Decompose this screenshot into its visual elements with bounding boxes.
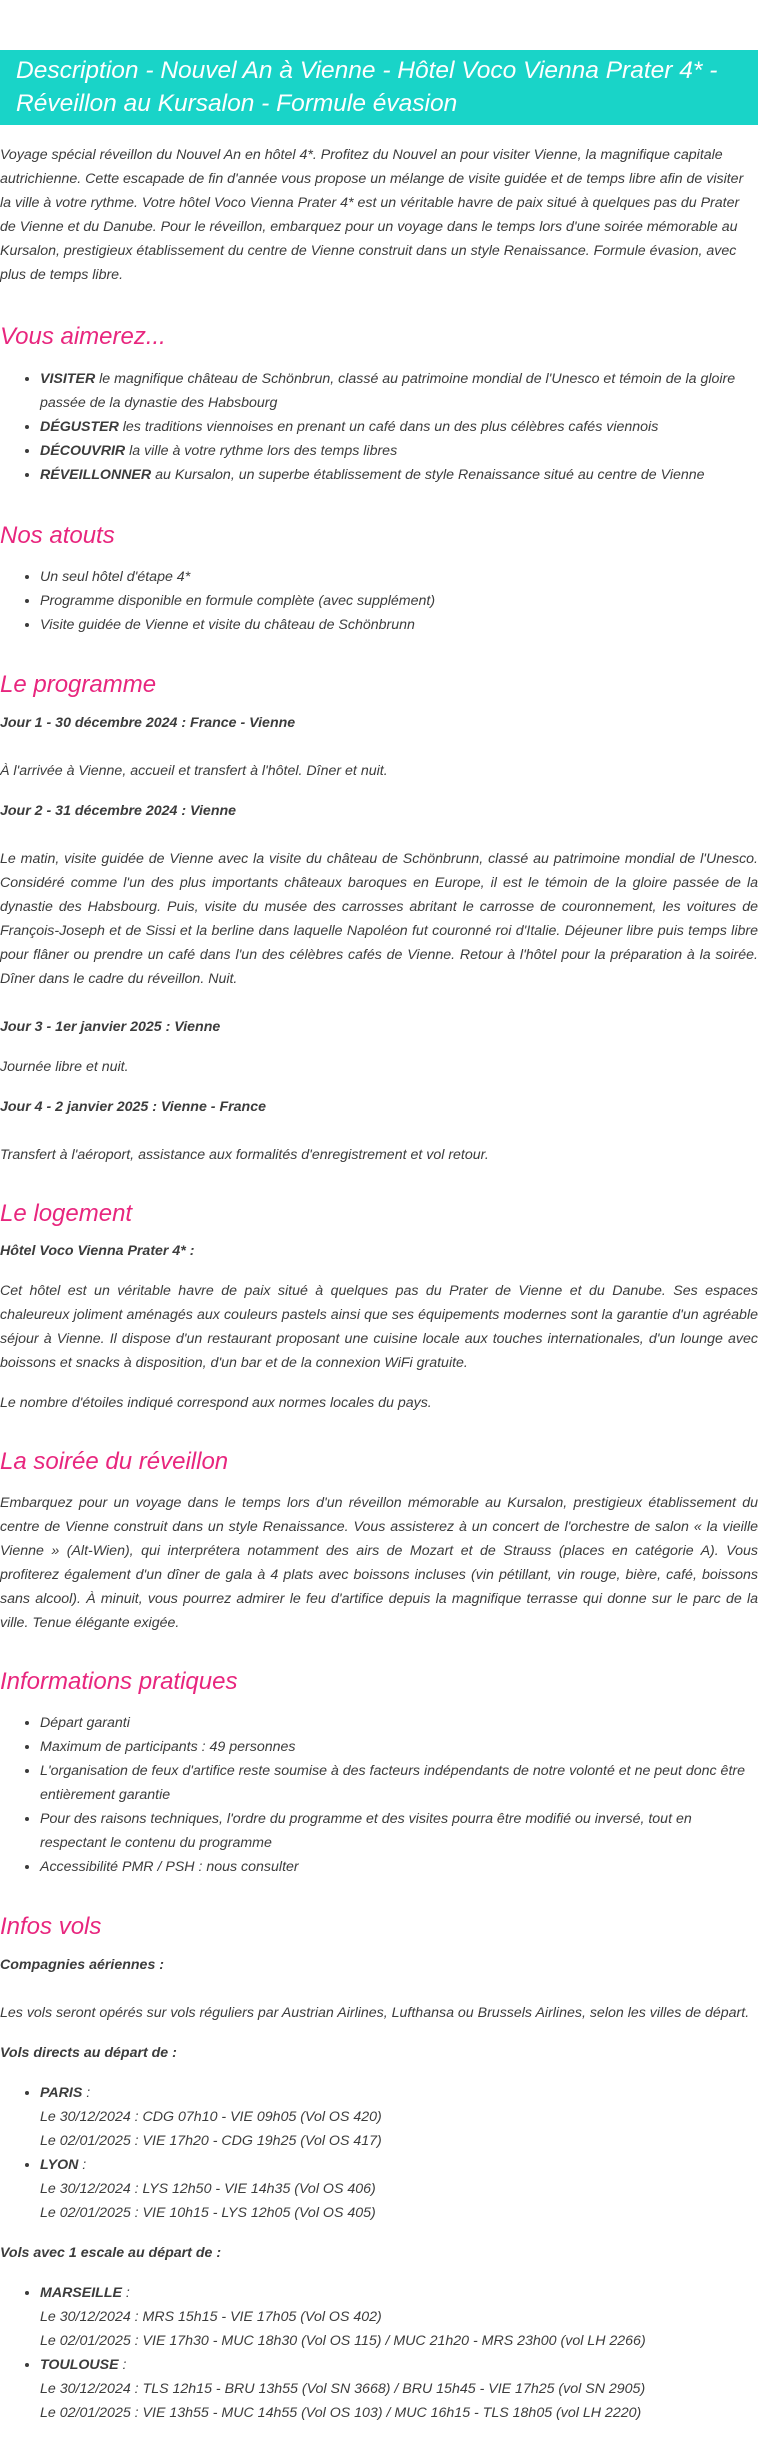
page — [0, 50, 758, 2425]
list-item: • Programme disponible en formule complète (avec supplément) — [40, 589, 758, 613]
list-item — [40, 2353, 758, 2425]
direct-flights-list — [0, 2081, 758, 2225]
list-item — [40, 2281, 758, 2353]
infos-list — [0, 1711, 758, 1879]
flight-out: Le 30/12/2024 : CDG 07h10 - VIE 09h05 (Vol OS 420) — [40, 2109, 382, 2125]
section-heading-programme: Le programme — [0, 671, 157, 698]
day2-title: Jour 2 - 31 décembre 2024 : Vienne — [0, 803, 237, 819]
day4-title: Jour 4 - 2 janvier 2025 : Vienne - France — [0, 1099, 266, 1115]
hotel-name: Hôtel Voco Vienna Prater 4* : — [0, 1243, 195, 1259]
item-strong: DÉCOUVRIR — [40, 443, 126, 459]
section-heading-atouts: Nos atouts — [0, 522, 115, 549]
section-heading-infos: Informations pratiques — [0, 1668, 238, 1695]
companies-label: Compagnies aériennes : — [0, 1957, 164, 1973]
section-heading-logement: Le logement — [0, 1200, 133, 1227]
list-item — [40, 463, 758, 487]
list-item — [40, 2153, 758, 2225]
flight-return: Le 02/01/2025 : VIE 10h15 - LYS 12h05 (Vol OS 405) — [40, 2205, 376, 2221]
city-name: MARSEILLE — [40, 2285, 122, 2301]
direct-flights-label: Vols directs au départ de : — [0, 2045, 177, 2061]
day1-title: Jour 1 - 30 décembre 2024 : France - Vienne — [0, 715, 296, 731]
day1-text: À l'arrivée à Vienne, accueil et transfert à l'hôtel. Dîner et nuit. — [0, 763, 388, 779]
list-item — [40, 439, 758, 463]
hotel-description: Cet hôtel est un véritable havre de paix situé à quelques pas du Prater de Vienne et du Danube. Ses espaces chaleureux joliment aménagés aux couleurs pastels ainsi que ses équipements modernes sont la garantie d'un agréable séjour à Vienne. Il dispose d'un restaurant proposant une cuisine locale aux touches internationales, d'un lounge avec boissons et snacks à disposition, d'un bar et de la connexion WiFi gratuite. — [0, 1283, 758, 1371]
city-colon: : — [78, 2157, 87, 2173]
section-heading-vols: Infos vols — [0, 1913, 102, 1940]
atouts-list — [0, 565, 758, 637]
list-item — [40, 415, 758, 439]
list-item — [40, 2081, 758, 2153]
escale-flights-list — [0, 2281, 758, 2425]
flight-return: Le 02/01/2025 : VIE 17h20 - CDG 19h25 (Vol OS 417) — [40, 2133, 382, 2149]
city-colon: : — [82, 2085, 91, 2101]
section-heading-aimerez: Vous aimerez... — [0, 323, 166, 350]
item-text: les traditions viennoises en prenant un café dans un des plus célèbres cafés viennois — [118, 419, 659, 435]
soiree-text: Embarquez pour un voyage dans le temps lors d'un réveillon mémorable au Kursalon, prestigieux établissement du centre de Vienne construit dans un style Renaissance. Vous assisterez à un concert de l'orchestre de salon « la vieille Vienne » (Alt-Wien), qui interprétera notamment des airs de Mozart et de Strauss (places en catégorie A). Vous profiterez également d'un dîner de gala à 4 plats avec boissons incluses (vin pétillant, vin rouge, bière, café, boissons sans alcool). À minuit, vous pourrez admirer le feu d'artifice depuis la magnifique terrasse qui donne sur le parc de la ville. Tenue élégante exigée. — [0, 1495, 758, 1631]
flight-return: Le 02/01/2025 : VIE 17h30 - MUC 18h30 (Vol OS 115) / MUC 21h20 - MRS 23h00 (vol LH 2266) — [40, 2333, 646, 2349]
list-item: • Visite guidée de Vienne et visite du château de Schönbrunn — [40, 613, 758, 637]
day4-text: Transfert à l'aéroport, assistance aux formalités d'enregistrement et vol retour. — [0, 1147, 489, 1163]
item-strong: VISITER — [40, 371, 96, 387]
city-name: LYON — [40, 2157, 79, 2173]
list-item: • Pour des raisons techniques, l'ordre du programme et des visites pourra être modifié ou inversé, tout en respectant le contenu du programme — [40, 1807, 758, 1855]
list-item: • L'organisation de feux d'artifice reste soumise à des facteurs indépendants de notre volonté et ne peut donc être entièrement garantie — [40, 1759, 758, 1807]
day3-text: Journée libre et nuit. — [0, 1059, 129, 1075]
day3-title: Jour 3 - 1er janvier 2025 : Vienne — [0, 1019, 221, 1035]
flight-out: Le 30/12/2024 : MRS 15h15 - VIE 17h05 (Vol OS 402) — [40, 2309, 382, 2325]
companies-text: Les vols seront opérés sur vols réguliers par Austrian Airlines, Lufthansa ou Brussels Airlines, selon les villes de départ. — [0, 2005, 750, 2021]
page-title: Description - Nouvel An à Vienne - Hôtel Voco Vienna Prater 4* - Réveillon au Kursalon - Formule évasion — [0, 50, 758, 125]
section-heading-soiree: La soirée du réveillon — [0, 1448, 229, 1475]
item-strong: DÉGUSTER — [40, 419, 119, 435]
aimerez-list — [0, 367, 758, 487]
city-name: PARIS — [40, 2085, 83, 2101]
list-item: • Maximum de participants : 49 personnes — [40, 1735, 758, 1759]
escale-flights-label: Vols avec 1 escale au départ de : — [0, 2245, 222, 2261]
hotel-note: Le nombre d'étoiles indiqué correspond aux normes locales du pays. — [0, 1395, 432, 1411]
list-item: • Départ garanti — [40, 1711, 758, 1735]
flight-return: Le 02/01/2025 : VIE 13h55 - MUC 14h55 (Vol OS 103) / MUC 16h15 - TLS 18h05 (vol LH 2220) — [40, 2405, 642, 2421]
intro-text: Voyage spécial réveillon du Nouvel An en hôtel 4*. Profitez du Nouvel an pour visiter Vienne, la magnifique capitale autrichienne. Cette escapade de fin d'année vous propose un mélange de visite guidée et de temps libre afin de visiter la ville à votre rythme. Votre hôtel Voco Vienna Prater 4* est un véritable havre de paix situé à quelques pas du Prater de Vienne et du Danube. Pour le réveillon, embarquez pour un voyage dans le temps lors d'une soirée mémorable au Kursalon, prestigieux établissement du centre de Vienne construit dans un style Renaissance. Formule évasion, avec plus de temps libre. — [0, 147, 744, 283]
list-item: • Un seul hôtel d'étape 4* — [40, 565, 758, 589]
city-colon: : — [121, 2285, 130, 2301]
list-item: • Accessibilité PMR / PSH : nous consulter — [40, 1855, 758, 1879]
list-item — [40, 367, 758, 415]
item-text: au Kursalon, un superbe établissement de style Renaissance situé au centre de Vienne — [151, 467, 705, 483]
flight-out: Le 30/12/2024 : TLS 12h15 - BRU 13h55 (Vol SN 3668) / BRU 15h45 - VIE 17h25 (vol SN 2905) — [40, 2381, 646, 2397]
city-name: TOULOUSE — [40, 2357, 119, 2373]
day2-text: Le matin, visite guidée de Vienne avec la visite du château de Schönbrunn, classé au patrimoine mondial de l'Unesco. Considéré comme l'un des plus importants châteaux baroques en Europe, il est le témoin de la gloire passée de la dynastie des Habsbourg. Puis, visite du musée des carrosses abritant le carrosse de couronnement, les voitures de François-Joseph et de Sissi et la berline dans laquelle Napoléon fut couronné roi d'Italie. Déjeuner libre puis temps libre pour flâner ou prendre un café dans l'un des célèbres cafés de Vienne. Retour à l'hôtel pour la préparation à la soirée. Dîner dans le cadre du réveillon. Nuit. — [0, 851, 758, 987]
item-strong: RÉVEILLONNER — [40, 467, 152, 483]
city-colon: : — [118, 2357, 127, 2373]
item-text: le magnifique château de Schönbrun, classé au patrimoine mondial de l'Unesco et témoin de la gloire passée de la dynastie des Habsbourg — [40, 371, 736, 411]
item-text: la ville à votre rythme lors des temps libres — [125, 443, 398, 459]
flight-out: Le 30/12/2024 : LYS 12h50 - VIE 14h35 (Vol OS 406) — [40, 2181, 376, 2197]
